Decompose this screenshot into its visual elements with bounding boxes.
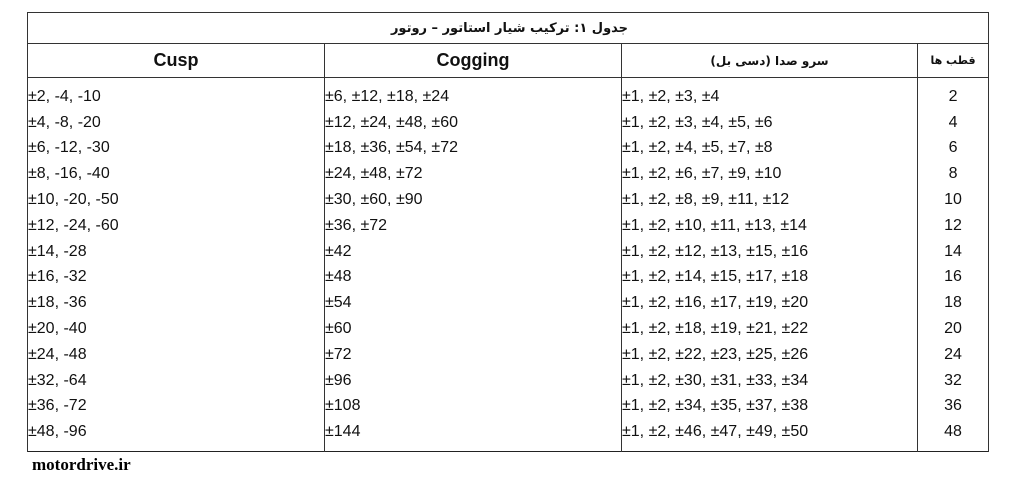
cell-poles: 32 bbox=[918, 368, 989, 394]
cell-cogging: ±6, ±12, ±18, ±24 bbox=[325, 78, 622, 110]
cell-noise: ±1, ±2, ±18, ±19, ±21, ±22 bbox=[622, 316, 918, 342]
cell-noise: ±1, ±2, ±6, ±7, ±9, ±10 bbox=[622, 161, 918, 187]
cell-cusp: ±32, -64 bbox=[28, 368, 325, 394]
cell-noise: ±1, ±2, ±12, ±13, ±15, ±16 bbox=[622, 239, 918, 265]
table-row bbox=[28, 136, 989, 162]
cell-noise: ±1, ±2, ±46, ±47, ±49, ±50 bbox=[622, 419, 918, 451]
cell-cogging: ±60 bbox=[325, 316, 622, 342]
cell-poles: 16 bbox=[918, 265, 989, 291]
slot-combination-table bbox=[27, 12, 989, 452]
cell-poles: 48 bbox=[918, 419, 989, 451]
table-row bbox=[28, 316, 989, 342]
table-row bbox=[28, 239, 989, 265]
table-row bbox=[28, 78, 989, 110]
header-poles: قطب ها bbox=[918, 44, 989, 78]
header-noise: سرو صدا (دسی بل) bbox=[622, 44, 918, 78]
cell-noise: ±1, ±2, ±3, ±4, ±5, ±6 bbox=[622, 110, 918, 136]
cell-cogging: ±12, ±24, ±48, ±60 bbox=[325, 110, 622, 136]
cell-noise: ±1, ±2, ±22, ±23, ±25, ±26 bbox=[622, 342, 918, 368]
cell-cogging: ±42 bbox=[325, 239, 622, 265]
cell-cogging: ±72 bbox=[325, 342, 622, 368]
cell-noise: ±1, ±2, ±10, ±11, ±13, ±14 bbox=[622, 213, 918, 239]
table-row bbox=[28, 213, 989, 239]
cell-noise: ±1, ±2, ±4, ±5, ±7, ±8 bbox=[622, 136, 918, 162]
cell-cusp: ±18, -36 bbox=[28, 290, 325, 316]
cell-cogging: ±108 bbox=[325, 394, 622, 420]
cell-noise: ±1, ±2, ±8, ±9, ±11, ±12 bbox=[622, 187, 918, 213]
cell-cogging: ±36, ±72 bbox=[325, 213, 622, 239]
watermark-text: motordrive.ir bbox=[32, 455, 131, 474]
cell-cogging: ±54 bbox=[325, 290, 622, 316]
cell-cusp: ±6, -12, -30 bbox=[28, 136, 325, 162]
table-row bbox=[28, 161, 989, 187]
table-row bbox=[28, 394, 989, 420]
table-row bbox=[28, 342, 989, 368]
cell-poles: 24 bbox=[918, 342, 989, 368]
cell-cogging: ±30, ±60, ±90 bbox=[325, 187, 622, 213]
cell-cogging: ±24, ±48, ±72 bbox=[325, 161, 622, 187]
cell-poles: 36 bbox=[918, 394, 989, 420]
cell-noise: ±1, ±2, ±3, ±4 bbox=[622, 78, 918, 110]
table-caption: جدول ۱: ترکیب شیار استاتور – روتور bbox=[28, 13, 989, 44]
cell-cogging: ±48 bbox=[325, 265, 622, 291]
cell-noise: ±1, ±2, ±34, ±35, ±37, ±38 bbox=[622, 394, 918, 420]
header-cusp: Cusp bbox=[28, 44, 325, 78]
table-row bbox=[28, 368, 989, 394]
cell-poles: 14 bbox=[918, 239, 989, 265]
cell-noise: ±1, ±2, ±30, ±31, ±33, ±34 bbox=[622, 368, 918, 394]
cell-cogging: ±144 bbox=[325, 419, 622, 451]
table-row bbox=[28, 187, 989, 213]
header-cogging: Cogging bbox=[325, 44, 622, 78]
table-row bbox=[28, 265, 989, 291]
cell-cusp: ±24, -48 bbox=[28, 342, 325, 368]
cell-poles: 10 bbox=[918, 187, 989, 213]
cell-cogging: ±18, ±36, ±54, ±72 bbox=[325, 136, 622, 162]
cell-poles: 4 bbox=[918, 110, 989, 136]
cell-cusp: ±4, -8, -20 bbox=[28, 110, 325, 136]
cell-poles: 20 bbox=[918, 316, 989, 342]
cell-cusp: ±14, -28 bbox=[28, 239, 325, 265]
cell-noise: ±1, ±2, ±16, ±17, ±19, ±20 bbox=[622, 290, 918, 316]
cell-cusp: ±2, -4, -10 bbox=[28, 78, 325, 110]
cell-poles: 2 bbox=[918, 78, 989, 110]
cell-noise: ±1, ±2, ±14, ±15, ±17, ±18 bbox=[622, 265, 918, 291]
cell-cusp: ±12, -24, -60 bbox=[28, 213, 325, 239]
cell-cusp: ±36, -72 bbox=[28, 394, 325, 420]
cell-cusp: ±48, -96 bbox=[28, 419, 325, 451]
cell-cusp: ±16, -32 bbox=[28, 265, 325, 291]
cell-cusp: ±20, -40 bbox=[28, 316, 325, 342]
cell-cogging: ±96 bbox=[325, 368, 622, 394]
cell-poles: 6 bbox=[918, 136, 989, 162]
table-row bbox=[28, 110, 989, 136]
cell-poles: 18 bbox=[918, 290, 989, 316]
table-row bbox=[28, 290, 989, 316]
cell-poles: 12 bbox=[918, 213, 989, 239]
cell-poles: 8 bbox=[918, 161, 989, 187]
cell-cusp: ±8, -16, -40 bbox=[28, 161, 325, 187]
cell-cusp: ±10, -20, -50 bbox=[28, 187, 325, 213]
table-row bbox=[28, 419, 989, 451]
